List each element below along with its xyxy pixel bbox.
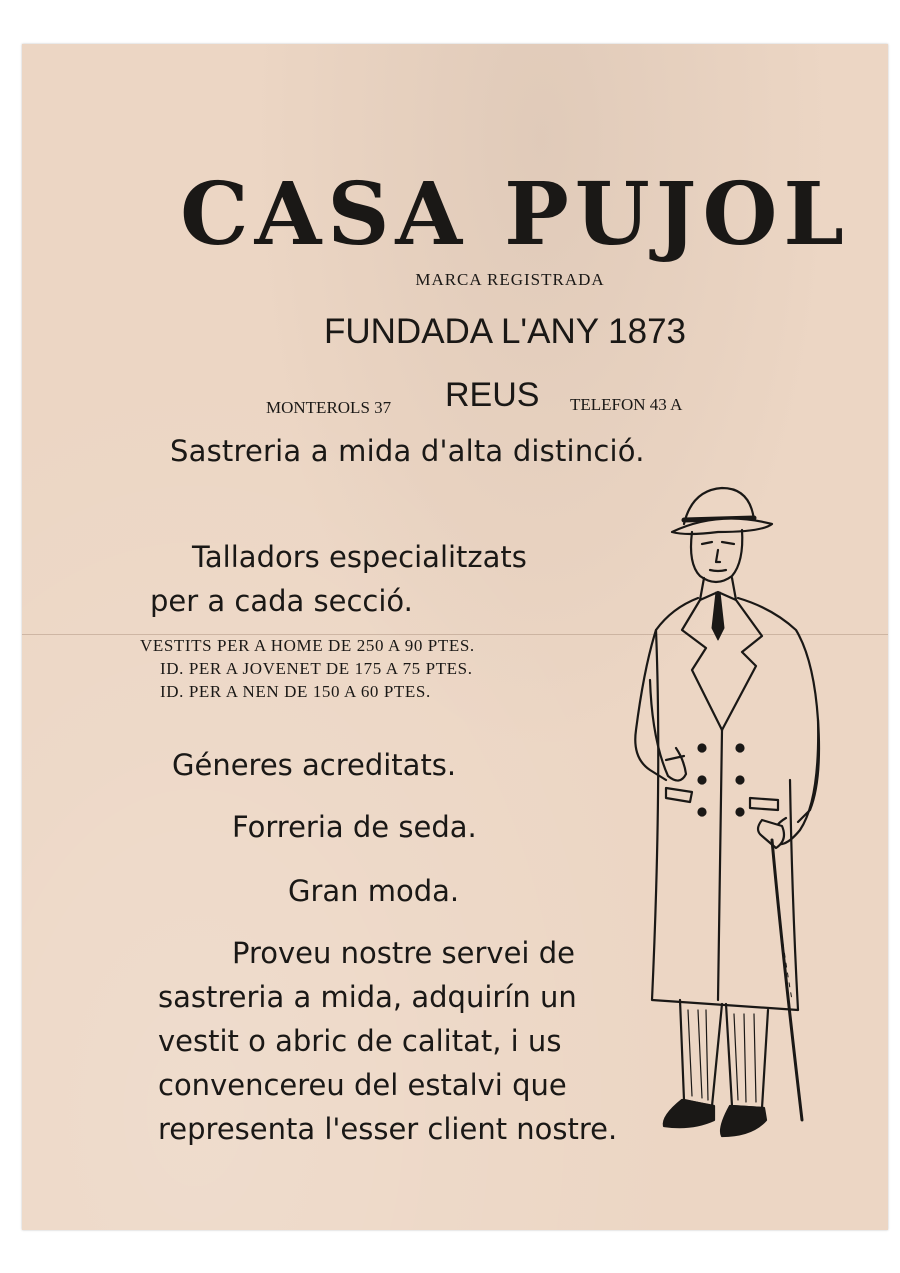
closing-line: sastreria a mida, adquirín un bbox=[158, 980, 577, 1014]
closing-line: representa l'esser client nostre. bbox=[158, 1112, 618, 1146]
specialists-line-2: per a cada secció. bbox=[150, 584, 413, 618]
fabrics-line: Géneres acreditats. bbox=[172, 748, 457, 782]
tagline: Sastreria a mida d'alta distinció. bbox=[170, 434, 645, 468]
closing-line: convencereu del estalvi que bbox=[158, 1068, 567, 1102]
fashion-line: Gran moda. bbox=[288, 874, 460, 908]
flyer-sheet bbox=[22, 44, 888, 1230]
street-address: MONTEROLS 37 bbox=[266, 398, 392, 417]
founded-year: FUNDADA L'ANY 1873 bbox=[323, 312, 687, 351]
price-line: VESTITS PER A HOME DE 250 A 90 PTES. bbox=[140, 636, 475, 655]
price-line: ID. PER A NEN DE 150 A 60 PTES. bbox=[160, 682, 431, 701]
price-line: ID. PER A JOVENET DE 175 A 75 PTES. bbox=[160, 659, 473, 678]
city-name: REUS bbox=[445, 376, 540, 414]
lining-line: Forreria de seda. bbox=[232, 810, 477, 844]
phone-number: TELEFON 43 A bbox=[570, 395, 683, 414]
shop-title: CASA PUJOL bbox=[180, 164, 850, 265]
trademark-label: MARCA REGISTRADA bbox=[415, 270, 605, 289]
specialists-line-1: Talladors especialitzats bbox=[192, 540, 527, 574]
closing-line: Proveu nostre servei de bbox=[232, 936, 575, 970]
gentleman-in-overcoat-illustration bbox=[622, 480, 844, 1140]
closing-line: vestit o abric de calitat, i us bbox=[158, 1024, 562, 1058]
